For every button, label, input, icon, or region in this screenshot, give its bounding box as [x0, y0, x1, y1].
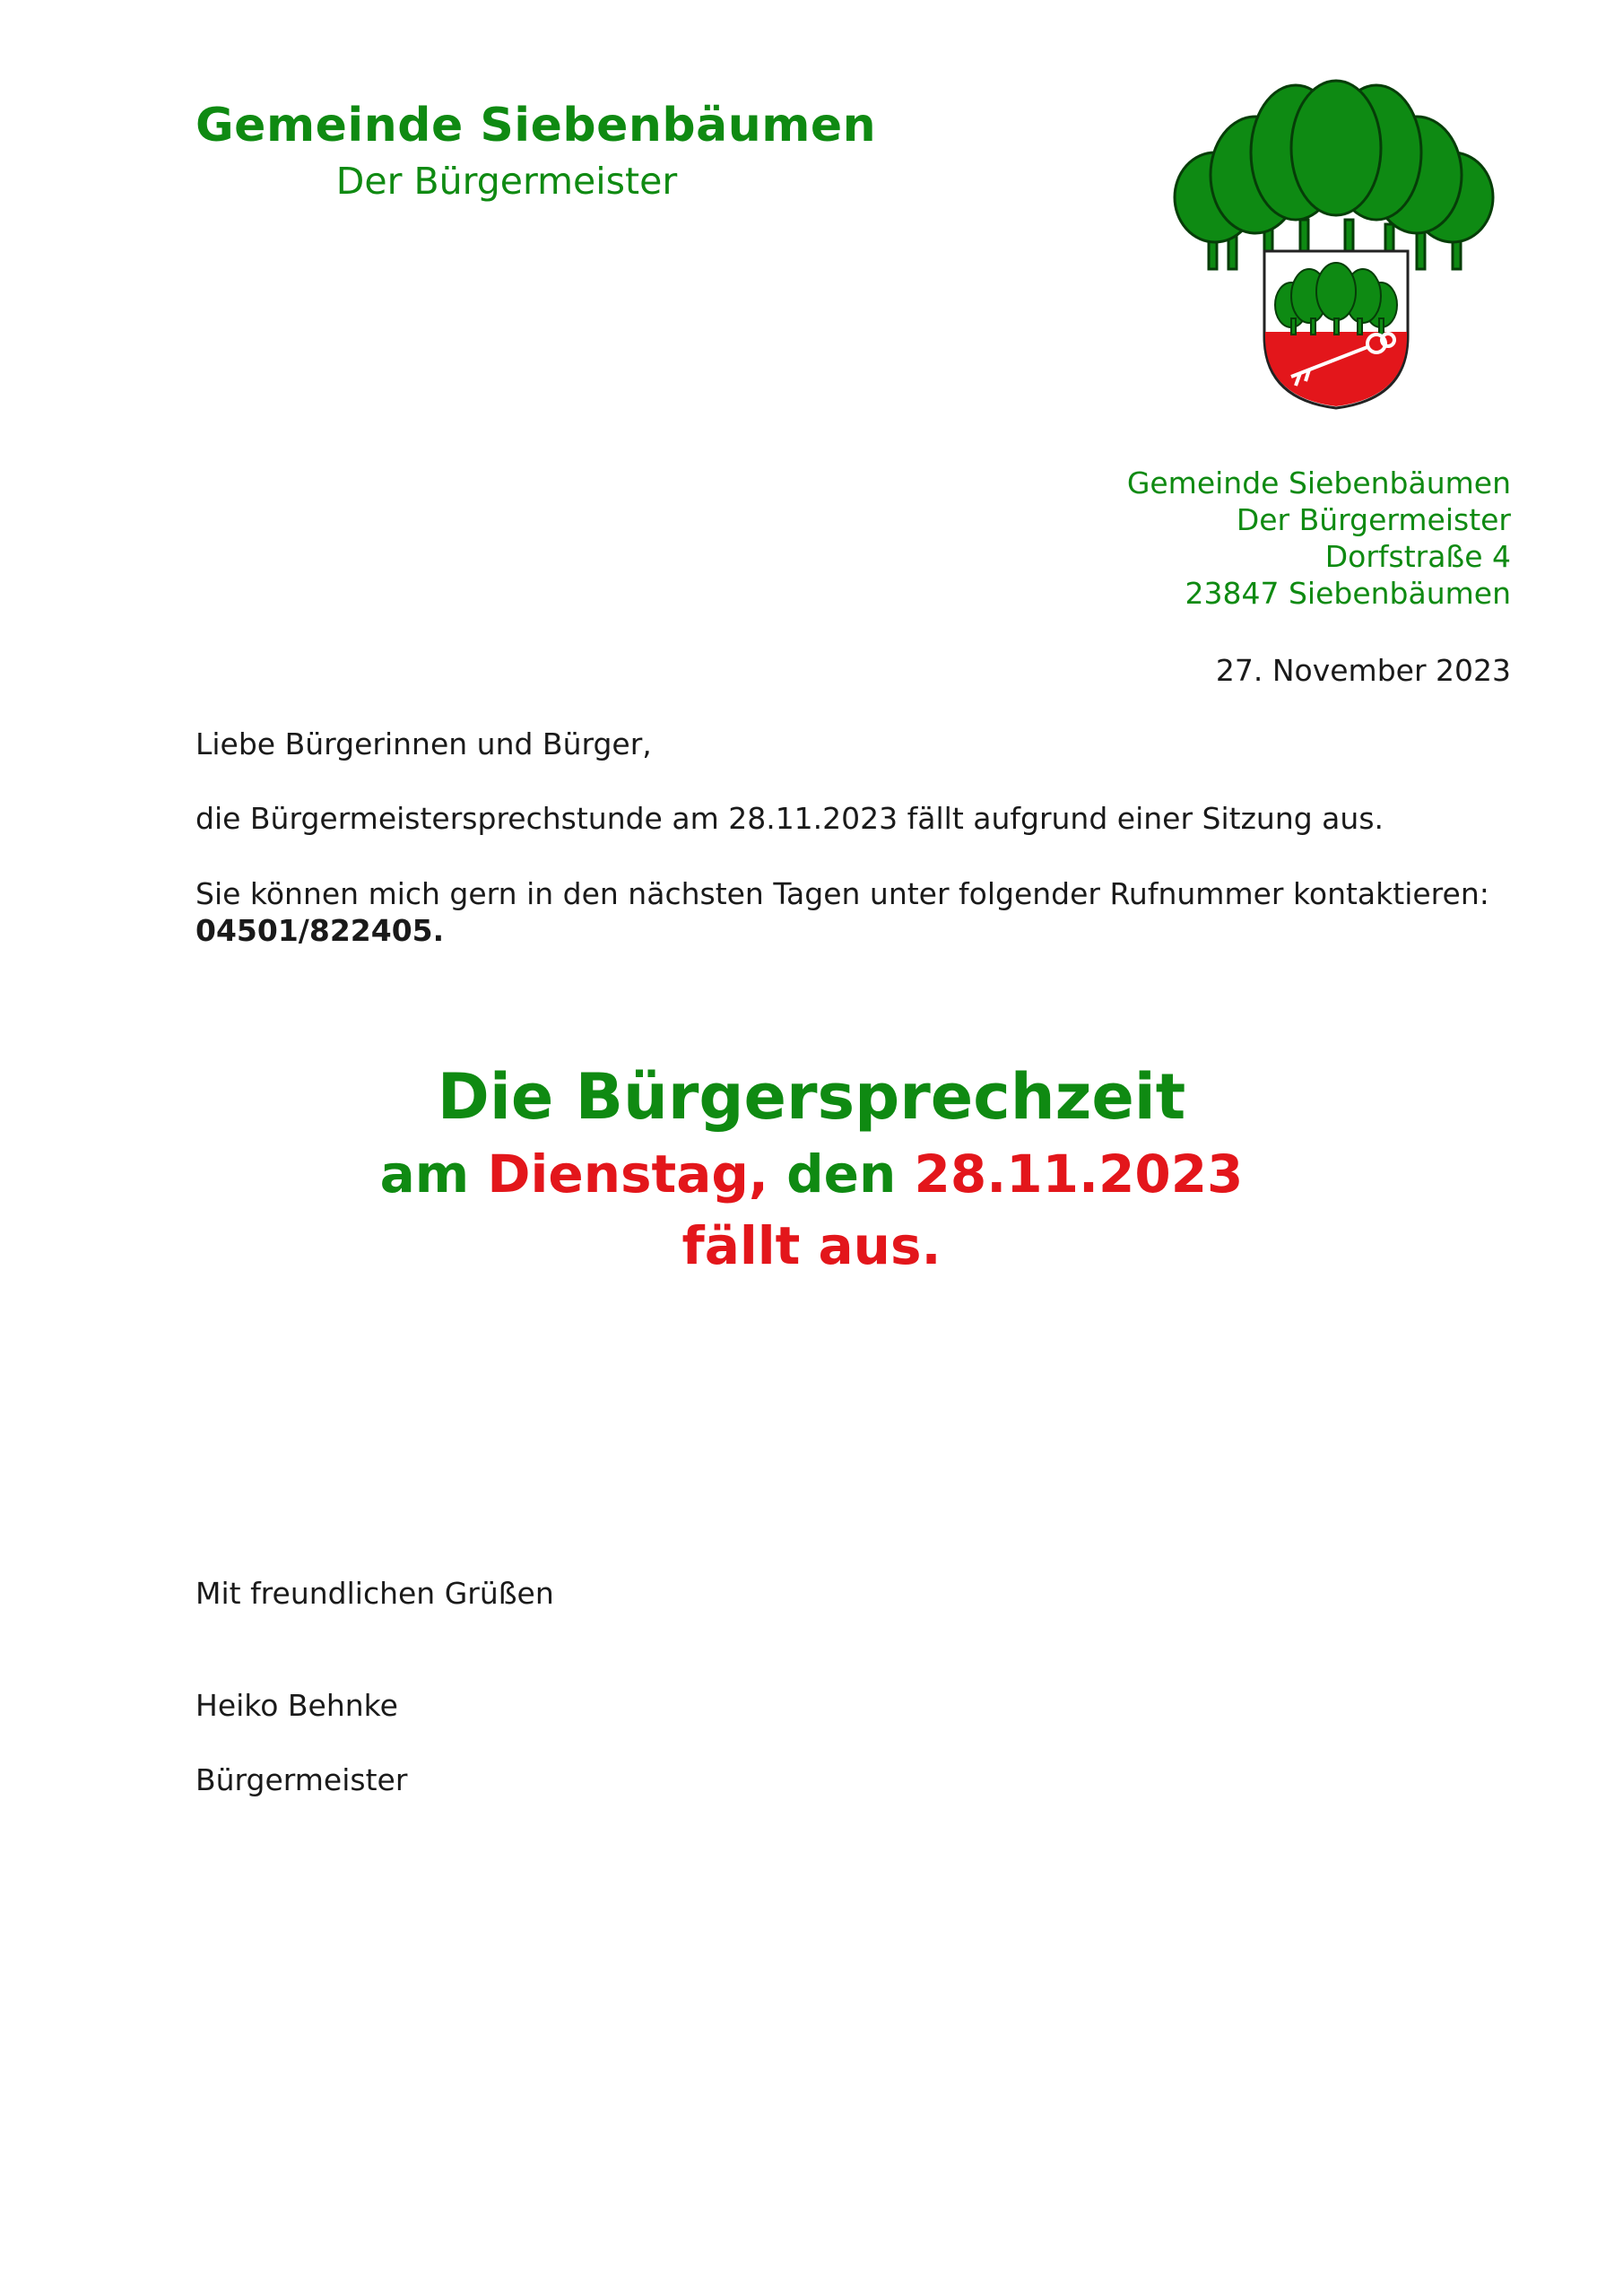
- mayor-subtitle: Der Bürgermeister: [335, 160, 678, 203]
- notice-day: Dienstag,: [487, 1144, 768, 1205]
- notice-prefix: am: [379, 1144, 488, 1205]
- signer-name: Heiko Behnke: [195, 1688, 398, 1723]
- signer-title: Bürgermeister: [195, 1762, 408, 1797]
- notice-date: 28.11.2023: [914, 1144, 1244, 1205]
- notice-cancelled: fällt aus.: [681, 1215, 942, 1276]
- municipality-title: Gemeinde Siebenbäumen: [195, 99, 877, 152]
- phone-number: 04501/822405.: [195, 913, 445, 948]
- closing: Mit freundlichen Grüßen: [195, 1576, 554, 1611]
- paragraph-contact: Sie können mich gern in den nächsten Tagen unter folgender Rufnummer kontaktieren:: [195, 876, 1489, 911]
- paragraph-cancellation: die Bürgermeistersprechstunde am 28.11.2023 fällt aufgrund einer Sitzung aus.: [195, 801, 1384, 836]
- sender-address: [1127, 465, 1511, 612]
- notice-mid: den: [768, 1144, 915, 1205]
- address-line-city: 23847 Siebenbäumen: [1185, 576, 1511, 611]
- letter-date: 27. November 2023: [1215, 653, 1511, 688]
- greeting: Liebe Bürgerinnen und Bürger,: [195, 726, 652, 761]
- address-line-municipality: Gemeinde Siebenbäumen: [1126, 465, 1511, 500]
- coat-of-arms-logo: [1166, 76, 1506, 417]
- address-line-street: Dorfstraße 4: [1324, 539, 1511, 574]
- notice-headline: Die Bürgersprechzeit: [437, 1060, 1186, 1134]
- address-line-office: Der Bürgermeister: [1236, 502, 1511, 537]
- notice-date-line: [0, 1144, 1623, 1205]
